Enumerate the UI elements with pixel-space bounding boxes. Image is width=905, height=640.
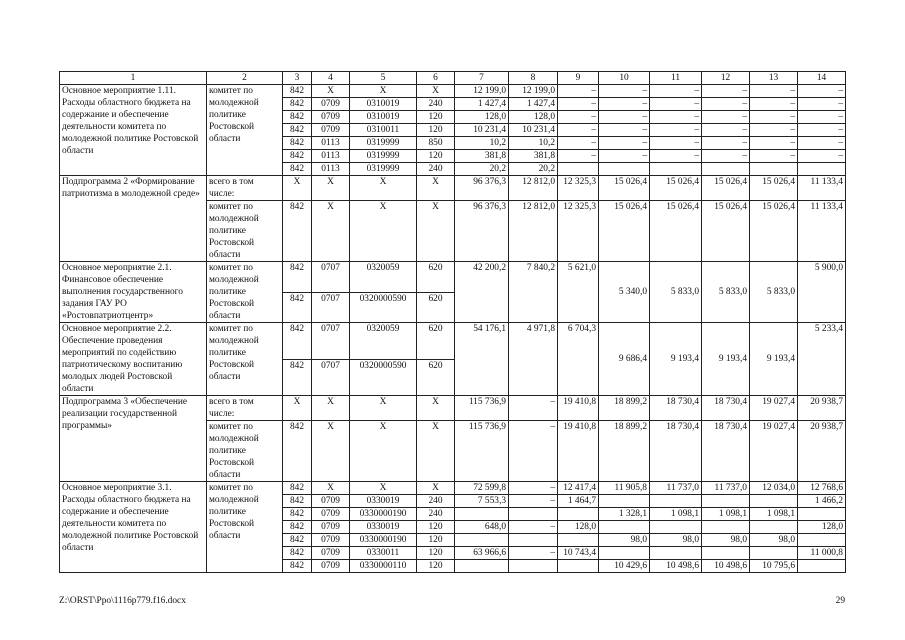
- value-cell: 842: [283, 85, 312, 98]
- value-cell: 381,8: [509, 150, 558, 163]
- value-cell: [558, 163, 599, 176]
- value-cell: –: [750, 85, 798, 98]
- value-cell: 1 098,1: [750, 508, 798, 521]
- value-cell: 15 026,4: [750, 201, 798, 262]
- value-cell: [455, 508, 509, 521]
- value-cell: X: [350, 201, 417, 262]
- code-cell: 0320000590: [350, 292, 417, 323]
- header-cell-7: 7: [455, 72, 509, 85]
- value-cell: 1 328,1: [599, 508, 650, 521]
- footer-file-path: Z:\ORST\Ppo\1116p779.f16.docx: [59, 596, 186, 606]
- value-cell: 0709: [312, 521, 350, 534]
- value-cell: –: [650, 85, 702, 98]
- amount-cell: 5 340,0: [599, 262, 650, 323]
- value-cell: 240: [417, 495, 455, 508]
- program-name: Подпрограмма 3 «Обеспечение реализации государственной программы»: [60, 396, 207, 482]
- value-cell: 842: [283, 111, 312, 124]
- value-cell: 98,0: [599, 534, 650, 547]
- header-cell-13: 13: [750, 72, 798, 85]
- value-cell: –: [650, 150, 702, 163]
- value-cell: X: [417, 201, 455, 262]
- value-cell: 15 026,4: [702, 201, 750, 262]
- value-cell: –: [558, 111, 599, 124]
- value-cell: 20,2: [455, 163, 509, 176]
- value-cell: [702, 521, 750, 534]
- amount-cell: 5 233,4: [798, 323, 846, 396]
- executor-cell: комитет по молодежной политике Ростовской области: [207, 421, 283, 482]
- code-cell: 620: [417, 292, 455, 323]
- value-cell: 0709: [312, 508, 350, 521]
- value-cell: 10 498,6: [702, 560, 750, 573]
- value-cell: –: [798, 85, 846, 98]
- value-cell: –: [702, 111, 750, 124]
- value-cell: 19 410,8: [558, 396, 599, 421]
- value-cell: –: [509, 521, 558, 534]
- value-cell: 10 498,6: [650, 560, 702, 573]
- value-cell: 98,0: [750, 534, 798, 547]
- value-cell: [702, 163, 750, 176]
- value-cell: [558, 560, 599, 573]
- value-cell: 11 133,4: [798, 201, 846, 262]
- value-cell: X: [312, 421, 350, 482]
- value-cell: 1 098,1: [650, 508, 702, 521]
- value-cell: 842: [283, 560, 312, 573]
- value-cell: –: [599, 98, 650, 111]
- amount-cell: 5 833,0: [750, 262, 798, 323]
- value-cell: 20,2: [509, 163, 558, 176]
- value-cell: 0113: [312, 163, 350, 176]
- activity-name: Основное мероприятие 2.2. Обеспечение проведения мероприятий по содействию патриотическому воспитанию молодых людей Ростовской области: [60, 323, 207, 396]
- value-cell: –: [750, 137, 798, 150]
- value-cell: X: [417, 396, 455, 421]
- value-cell: –: [599, 85, 650, 98]
- value-cell: 7 553,3: [455, 495, 509, 508]
- value-cell: 842: [283, 150, 312, 163]
- code-cell: 0320000590: [350, 359, 417, 396]
- value-cell: –: [650, 111, 702, 124]
- value-cell: 1 464,7: [558, 495, 599, 508]
- value-cell: 0319999: [350, 137, 417, 150]
- value-cell: 15 026,4: [702, 176, 750, 201]
- value-cell: 842: [283, 495, 312, 508]
- value-cell: 115 736,9: [455, 421, 509, 482]
- value-cell: 15 026,4: [750, 176, 798, 201]
- value-cell: 11 000,8: [798, 547, 846, 560]
- code-cell: 620: [417, 359, 455, 396]
- value-cell: 11 905,8: [599, 482, 650, 495]
- value-cell: 120: [417, 150, 455, 163]
- value-cell: 18 899,2: [599, 396, 650, 421]
- value-cell: 240: [417, 163, 455, 176]
- value-cell: 18 899,2: [599, 421, 650, 482]
- value-cell: 12 199,0: [455, 85, 509, 98]
- value-cell: 128,0: [798, 521, 846, 534]
- value-cell: X: [312, 176, 350, 201]
- executor-cell: комитет по молодежной политике Ростовской области: [207, 262, 283, 323]
- value-cell: –: [798, 111, 846, 124]
- executor-cell: всего в том числе:: [207, 396, 283, 421]
- value-cell: [750, 547, 798, 560]
- value-cell: [650, 521, 702, 534]
- value-cell: –: [558, 98, 599, 111]
- value-cell: 11 737,0: [702, 482, 750, 495]
- value-cell: [798, 534, 846, 547]
- header-cell-8: 8: [509, 72, 558, 85]
- value-cell: –: [650, 98, 702, 111]
- value-cell: 0709: [312, 534, 350, 547]
- value-cell: X: [350, 85, 417, 98]
- value-cell: [599, 547, 650, 560]
- value-cell: X: [350, 396, 417, 421]
- header-cell-10: 10: [599, 72, 650, 85]
- value-cell: –: [650, 124, 702, 137]
- value-cell: 128,0: [558, 521, 599, 534]
- code-cell: 620: [417, 262, 455, 293]
- value-cell: X: [417, 482, 455, 495]
- value-cell: [455, 560, 509, 573]
- value-cell: 120: [417, 124, 455, 137]
- value-cell: 0330000110: [350, 560, 417, 573]
- value-cell: X: [312, 85, 350, 98]
- value-cell: –: [558, 150, 599, 163]
- value-cell: [702, 495, 750, 508]
- value-cell: –: [509, 547, 558, 560]
- value-cell: 850: [417, 137, 455, 150]
- value-cell: 0310019: [350, 111, 417, 124]
- value-cell: [798, 560, 846, 573]
- code-cell: 0707: [312, 359, 350, 396]
- value-cell: 12 417,4: [558, 482, 599, 495]
- value-cell: 0709: [312, 495, 350, 508]
- value-cell: 381,8: [455, 150, 509, 163]
- value-cell: [599, 521, 650, 534]
- amount-cell: 9 193,4: [750, 323, 798, 396]
- amount-cell: 5 900,0: [798, 262, 846, 323]
- value-cell: [558, 508, 599, 521]
- value-cell: [599, 163, 650, 176]
- value-cell: 63 966,6: [455, 547, 509, 560]
- value-cell: 12 812,0: [509, 176, 558, 201]
- code-cell: 842: [283, 292, 312, 323]
- header-cell-11: 11: [650, 72, 702, 85]
- value-cell: 20 938,7: [798, 396, 846, 421]
- code-cell: 0707: [312, 292, 350, 323]
- value-cell: –: [798, 98, 846, 111]
- value-cell: 12 768,6: [798, 482, 846, 495]
- value-cell: 12 812,0: [509, 201, 558, 262]
- value-cell: X: [312, 201, 350, 262]
- value-cell: [750, 163, 798, 176]
- value-cell: 0709: [312, 560, 350, 573]
- value-cell: X: [417, 85, 455, 98]
- value-cell: 0330019: [350, 495, 417, 508]
- table-row: [60, 323, 846, 360]
- value-cell: 0319999: [350, 150, 417, 163]
- executor-cell: комитет по молодежной политике Ростовской области: [207, 323, 283, 396]
- table-row: [60, 176, 846, 201]
- value-cell: –: [558, 137, 599, 150]
- value-cell: 120: [417, 534, 455, 547]
- value-cell: 15 026,4: [599, 176, 650, 201]
- activity-name: Основное мероприятие 1.11. Расходы областного бюджета на содержание и обеспечение деятельности комитета по молодежной политике Ростовской области: [60, 85, 207, 176]
- amount-cell: 9 193,4: [650, 323, 702, 396]
- value-cell: X: [312, 482, 350, 495]
- code-cell: 842: [283, 323, 312, 360]
- value-cell: –: [650, 137, 702, 150]
- value-cell: –: [509, 495, 558, 508]
- value-cell: 842: [283, 421, 312, 482]
- code-cell: 0707: [312, 262, 350, 293]
- value-cell: 842: [283, 547, 312, 560]
- header-cell-6: 6: [417, 72, 455, 85]
- value-cell: 12 325,3: [558, 201, 599, 262]
- value-cell: [599, 495, 650, 508]
- value-cell: [750, 495, 798, 508]
- value-cell: 72 599,8: [455, 482, 509, 495]
- header-cell-2: 2: [207, 72, 283, 85]
- value-cell: 842: [283, 482, 312, 495]
- value-cell: 842: [283, 124, 312, 137]
- footer-page-number: 29: [835, 596, 845, 606]
- value-cell: 96 376,3: [455, 201, 509, 262]
- value-cell: 842: [283, 534, 312, 547]
- value-cell: –: [558, 124, 599, 137]
- value-cell: 1 098,1: [702, 508, 750, 521]
- value-cell: 0709: [312, 547, 350, 560]
- value-cell: 12 325,3: [558, 176, 599, 201]
- value-cell: –: [750, 98, 798, 111]
- value-cell: [650, 547, 702, 560]
- value-cell: 1 427,4: [455, 98, 509, 111]
- header-cell-3: 3: [283, 72, 312, 85]
- value-cell: 12 034,0: [750, 482, 798, 495]
- value-cell: 10 231,4: [455, 124, 509, 137]
- value-cell: [702, 547, 750, 560]
- value-cell: [798, 163, 846, 176]
- value-cell: –: [558, 85, 599, 98]
- value-cell: 10 743,4: [558, 547, 599, 560]
- code-cell: 0707: [312, 323, 350, 360]
- value-cell: 10,2: [509, 137, 558, 150]
- value-cell: 0709: [312, 111, 350, 124]
- value-cell: 18 730,4: [702, 421, 750, 482]
- activity-name: Основное мероприятие 3.1. Расходы областного бюджета на содержание и обеспечение деятельности комитета по молодежной политике Ростовской области: [60, 482, 207, 573]
- table-header-row: [60, 72, 846, 85]
- value-cell: 120: [417, 560, 455, 573]
- table-row: [60, 262, 846, 293]
- activity-name: Основное мероприятие 2.1. Финансовое обеспечение выполнения государственного задания ГАУ РО «Ростовпатриотцентр»: [60, 262, 207, 323]
- value-cell: 648,0: [455, 521, 509, 534]
- value-cell: 120: [417, 111, 455, 124]
- code-cell: 0320059: [350, 262, 417, 293]
- program-name: Подпрограмма 2 «Формирование патриотизма в молодежной среде»: [60, 176, 207, 262]
- value-cell: –: [702, 137, 750, 150]
- value-cell: 1 427,4: [509, 98, 558, 111]
- value-cell: –: [702, 124, 750, 137]
- executor-cell: комитет по молодежной политике Ростовской области: [207, 482, 283, 573]
- amount-cell: 5 833,0: [702, 262, 750, 323]
- value-cell: 12 199,0: [509, 85, 558, 98]
- value-cell: 0330019: [350, 521, 417, 534]
- value-cell: 842: [283, 521, 312, 534]
- value-cell: –: [509, 482, 558, 495]
- header-cell-14: 14: [798, 72, 846, 85]
- amount-cell: 42 200,2: [455, 262, 509, 323]
- value-cell: X: [417, 176, 455, 201]
- value-cell: 128,0: [509, 111, 558, 124]
- value-cell: 11 737,0: [650, 482, 702, 495]
- amount-cell: 6 704,3: [558, 323, 599, 396]
- value-cell: 11 133,4: [798, 176, 846, 201]
- value-cell: –: [599, 137, 650, 150]
- value-cell: –: [702, 85, 750, 98]
- value-cell: –: [599, 124, 650, 137]
- value-cell: 19 027,4: [750, 396, 798, 421]
- value-cell: X: [283, 396, 312, 421]
- value-cell: [558, 534, 599, 547]
- executor-cell: комитет по молодежной политике Ростовской области: [207, 201, 283, 262]
- value-cell: [509, 508, 558, 521]
- value-cell: X: [350, 176, 417, 201]
- value-cell: –: [798, 150, 846, 163]
- value-cell: 0310011: [350, 124, 417, 137]
- value-cell: –: [702, 150, 750, 163]
- value-cell: [798, 508, 846, 521]
- value-cell: 120: [417, 521, 455, 534]
- value-cell: –: [509, 421, 558, 482]
- value-cell: X: [417, 421, 455, 482]
- code-cell: 842: [283, 359, 312, 396]
- value-cell: 240: [417, 508, 455, 521]
- value-cell: –: [599, 111, 650, 124]
- amount-cell: 7 840,2: [509, 262, 558, 323]
- value-cell: 98,0: [702, 534, 750, 547]
- value-cell: 20 938,7: [798, 421, 846, 482]
- value-cell: X: [283, 176, 312, 201]
- value-cell: 15 026,4: [650, 176, 702, 201]
- value-cell: 842: [283, 508, 312, 521]
- amount-cell: 5 621,0: [558, 262, 599, 323]
- value-cell: 10 429,6: [599, 560, 650, 573]
- value-cell: 842: [283, 98, 312, 111]
- value-cell: 842: [283, 137, 312, 150]
- value-cell: 10,2: [455, 137, 509, 150]
- amount-cell: 4 971,8: [509, 323, 558, 396]
- value-cell: –: [798, 137, 846, 150]
- value-cell: 0310019: [350, 98, 417, 111]
- executor-cell: комитет по молодежной политике Ростовской области: [207, 85, 283, 176]
- value-cell: 842: [283, 201, 312, 262]
- amount-cell: 5 833,0: [650, 262, 702, 323]
- value-cell: 10 795,6: [750, 560, 798, 573]
- value-cell: 0709: [312, 98, 350, 111]
- value-cell: –: [750, 124, 798, 137]
- value-cell: 96 376,3: [455, 176, 509, 201]
- value-cell: X: [350, 482, 417, 495]
- header-cell-4: 4: [312, 72, 350, 85]
- value-cell: 0319999: [350, 163, 417, 176]
- code-cell: 0320059: [350, 323, 417, 360]
- value-cell: –: [798, 124, 846, 137]
- value-cell: 98,0: [650, 534, 702, 547]
- value-cell: 10 231,4: [509, 124, 558, 137]
- table-row: [60, 482, 846, 495]
- value-cell: 0113: [312, 150, 350, 163]
- value-cell: [455, 534, 509, 547]
- value-cell: [650, 163, 702, 176]
- header-cell-12: 12: [702, 72, 750, 85]
- header-cell-1: 1: [60, 72, 207, 85]
- value-cell: 120: [417, 547, 455, 560]
- amount-cell: 9 686,4: [599, 323, 650, 396]
- header-cell-9: 9: [558, 72, 599, 85]
- value-cell: X: [312, 396, 350, 421]
- value-cell: [509, 534, 558, 547]
- value-cell: 19 027,4: [750, 421, 798, 482]
- value-cell: 15 026,4: [599, 201, 650, 262]
- value-cell: 18 730,4: [702, 396, 750, 421]
- value-cell: 18 730,4: [650, 421, 702, 482]
- value-cell: –: [509, 396, 558, 421]
- header-cell-5: 5: [350, 72, 417, 85]
- value-cell: [509, 560, 558, 573]
- code-cell: 842: [283, 262, 312, 293]
- budget-table: [59, 71, 846, 573]
- value-cell: –: [702, 98, 750, 111]
- value-cell: [750, 521, 798, 534]
- amount-cell: 54 176,1: [455, 323, 509, 396]
- value-cell: 0330000190: [350, 508, 417, 521]
- value-cell: [650, 495, 702, 508]
- table-row: [60, 85, 846, 98]
- value-cell: 115 736,9: [455, 396, 509, 421]
- value-cell: –: [750, 150, 798, 163]
- value-cell: 128,0: [455, 111, 509, 124]
- code-cell: 620: [417, 323, 455, 360]
- value-cell: 0330011: [350, 547, 417, 560]
- value-cell: 842: [283, 163, 312, 176]
- value-cell: 15 026,4: [650, 201, 702, 262]
- table-row: [60, 396, 846, 421]
- value-cell: 18 730,4: [650, 396, 702, 421]
- value-cell: 0330000190: [350, 534, 417, 547]
- value-cell: 1 466,2: [798, 495, 846, 508]
- value-cell: 0113: [312, 137, 350, 150]
- value-cell: –: [599, 150, 650, 163]
- amount-cell: 9 193,4: [702, 323, 750, 396]
- value-cell: 0709: [312, 124, 350, 137]
- value-cell: 240: [417, 98, 455, 111]
- value-cell: 19 410,8: [558, 421, 599, 482]
- value-cell: X: [350, 421, 417, 482]
- executor-cell: всего в том числе:: [207, 176, 283, 201]
- value-cell: –: [750, 111, 798, 124]
